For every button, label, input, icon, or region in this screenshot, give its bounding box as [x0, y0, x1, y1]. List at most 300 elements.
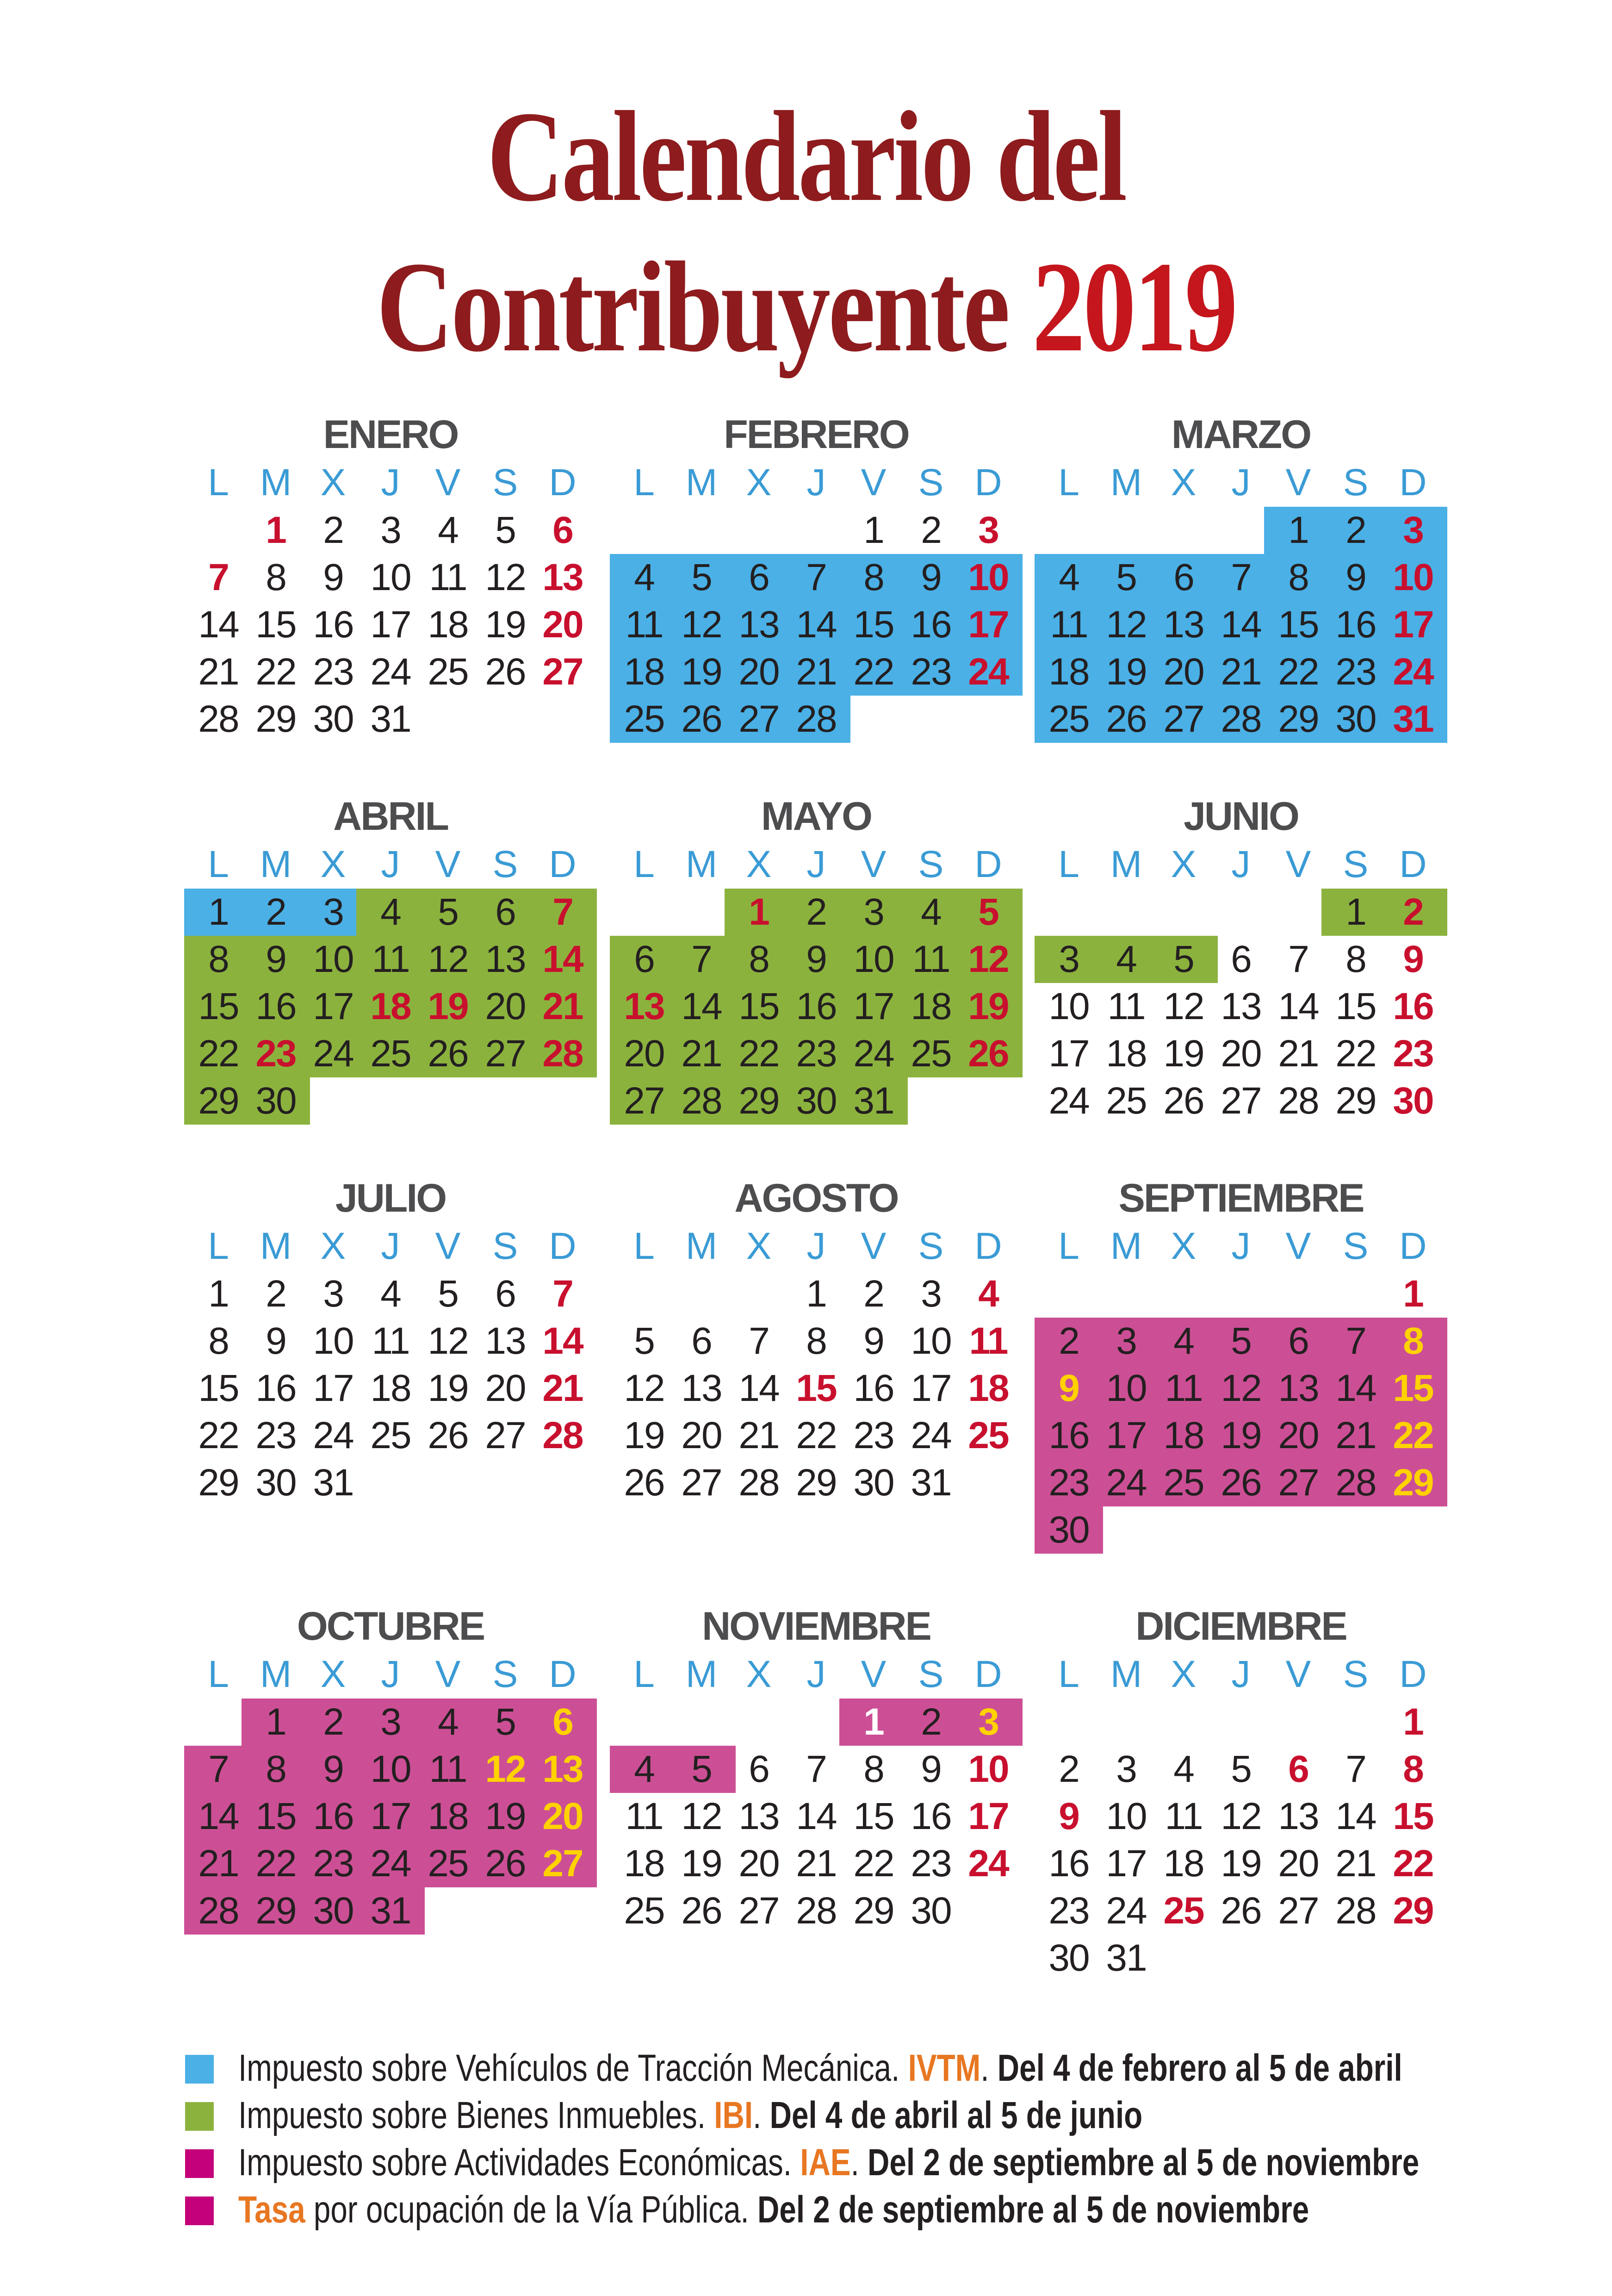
- calendar-day: 10: [313, 938, 353, 980]
- calendar-day: 29: [1393, 1890, 1433, 1932]
- calendar-day: 14: [796, 604, 837, 646]
- calendar-day: 12: [485, 556, 526, 598]
- weekday-label: M: [685, 1225, 718, 1267]
- calendar-day: 31: [853, 1080, 894, 1122]
- weekday-label: J: [806, 461, 826, 504]
- weekday-label: V: [435, 1653, 461, 1695]
- calendar-day: 22: [1393, 1842, 1433, 1885]
- calendar-day: 10: [968, 1748, 1009, 1790]
- calendar-day: 22: [1278, 651, 1319, 693]
- weekday-label: J: [1231, 1653, 1251, 1695]
- calendar-day: 1: [1345, 891, 1366, 933]
- legend-period: Del 2 de septiembre al 5 de noviembre: [868, 2141, 1420, 2184]
- calendar-day: 9: [1345, 556, 1366, 598]
- calendar-day: 14: [542, 938, 583, 980]
- calendar-day: 21: [542, 985, 583, 1027]
- calendar-day: 1: [863, 509, 884, 551]
- weekday-label: V: [435, 461, 461, 504]
- calendar-day: 31: [370, 698, 411, 740]
- weekday-label: X: [1171, 461, 1197, 504]
- calendar-day: 16: [313, 604, 353, 646]
- calendar-day: 2: [1059, 1748, 1079, 1790]
- calendar-day: 3: [1403, 509, 1423, 551]
- calendar-day: 11: [625, 1795, 663, 1837]
- calendar-day: 8: [863, 556, 884, 598]
- calendar-day: 19: [1106, 651, 1147, 693]
- month-name: FEBRERO: [724, 412, 909, 457]
- calendar-day: 9: [1059, 1367, 1079, 1409]
- calendar-day: 27: [624, 1080, 664, 1122]
- calendar-day: 3: [863, 891, 884, 933]
- calendar-day: 2: [1059, 1320, 1079, 1362]
- calendar-day: 3: [1116, 1320, 1136, 1362]
- calendar-day: 29: [255, 698, 296, 740]
- calendar-day: 28: [198, 698, 239, 740]
- weekday-label: M: [685, 461, 718, 504]
- weekday-label: X: [1171, 843, 1197, 885]
- calendar-day: 29: [198, 1080, 239, 1122]
- calendar-day: 16: [911, 604, 951, 646]
- calendar-day: 21: [1335, 1842, 1376, 1885]
- calendar-day: 4: [1116, 938, 1136, 980]
- calendar-day: 1: [1403, 1701, 1423, 1743]
- calendar-day: 8: [1403, 1748, 1423, 1790]
- calendar-day: 16: [796, 985, 837, 1027]
- month-name: MAYO: [761, 794, 872, 839]
- calendar-day: 3: [323, 891, 343, 933]
- calendar-day: 22: [796, 1414, 837, 1456]
- calendar-day: 17: [1048, 1033, 1089, 1075]
- calendar-day: 23: [1335, 651, 1376, 693]
- legend-period: Del 2 de septiembre al 5 de noviembre: [757, 2189, 1309, 2231]
- weekday-label: S: [1343, 1225, 1369, 1267]
- calendar-day: 6: [691, 1320, 712, 1362]
- weekday-label: L: [1058, 843, 1079, 885]
- calendar-day: 23: [911, 651, 951, 693]
- legend-swatch: [185, 2196, 214, 2225]
- calendar-day: 27: [485, 1414, 526, 1456]
- calendar-day: 10: [853, 938, 894, 980]
- weekday-label: V: [861, 843, 887, 885]
- calendar-day: 25: [428, 651, 468, 693]
- weekday-label: V: [1285, 1225, 1311, 1267]
- legend: [185, 2045, 1573, 2234]
- weekday-label: L: [1058, 1225, 1079, 1267]
- calendar-day: 6: [1173, 556, 1194, 598]
- calendar-day: 29: [738, 1080, 779, 1122]
- calendar-day: 7: [1231, 556, 1251, 598]
- calendar-day: 7: [552, 1273, 573, 1315]
- calendar-day: 6: [749, 556, 769, 598]
- weekday-label: D: [1399, 843, 1427, 885]
- calendar-day: 25: [624, 698, 664, 740]
- weekday-label: D: [974, 461, 1002, 504]
- legend-swatch: [185, 2102, 214, 2131]
- calendar-day: 28: [1278, 1080, 1319, 1122]
- calendar-day: 26: [681, 1890, 722, 1932]
- legend-description: Impuesto sobre Vehículos de Tracción Mecánica.: [238, 2047, 908, 2089]
- calendar-day: 15: [198, 985, 239, 1027]
- calendar-day: 10: [370, 1748, 411, 1790]
- weekday-label: D: [549, 1225, 577, 1267]
- weekday-header: [190, 1223, 591, 1269]
- weekday-label: V: [861, 461, 887, 504]
- calendar-day: 27: [542, 1842, 583, 1885]
- weekday-label: L: [633, 1653, 655, 1695]
- calendar-day: 12: [624, 1367, 664, 1409]
- calendar-day: 18: [428, 1795, 468, 1837]
- calendar-day: 28: [1221, 698, 1261, 740]
- title-year: 2019: [1032, 235, 1236, 379]
- calendar-day: 1: [806, 1273, 826, 1315]
- calendar-day: 30: [1048, 1509, 1089, 1551]
- calendar-day: 18: [370, 1367, 411, 1409]
- calendar-day: 21: [1221, 651, 1261, 693]
- legend-abbr: IBI: [714, 2094, 753, 2136]
- calendar-day: 9: [1403, 938, 1423, 980]
- title-word: Contribuyente: [376, 235, 1008, 379]
- legend-separator: .: [980, 2047, 998, 2089]
- calendar-day: 15: [853, 1795, 894, 1837]
- calendar-day: 16: [255, 985, 296, 1027]
- calendar-day: 24: [1393, 651, 1433, 693]
- calendar-day: 15: [255, 1795, 296, 1837]
- calendar-day: 2: [1403, 891, 1423, 933]
- calendar-day: 22: [198, 1414, 239, 1456]
- weekday-label: S: [1343, 1653, 1369, 1695]
- calendar-day: 2: [266, 1273, 286, 1315]
- calendar-day: 29: [255, 1890, 296, 1932]
- calendar-day: 6: [495, 1273, 515, 1315]
- calendar-day: 24: [853, 1033, 894, 1075]
- calendar-day: 30: [1393, 1080, 1433, 1122]
- calendar-day: 30: [853, 1462, 894, 1504]
- calendar-day: 30: [255, 1462, 296, 1504]
- calendar-day: 22: [198, 1033, 239, 1075]
- calendar-day: 17: [968, 1795, 1009, 1837]
- calendar-day: 17: [1106, 1414, 1147, 1456]
- calendar-day: 9: [863, 1320, 884, 1362]
- calendar-day: 12: [681, 604, 722, 646]
- calendar-day: 19: [681, 651, 722, 693]
- calendar-day: 6: [1288, 1748, 1308, 1790]
- calendar-day: 22: [255, 651, 296, 693]
- calendar-day: 15: [198, 1367, 239, 1409]
- calendar-day: 23: [796, 1033, 837, 1075]
- calendar-day: 16: [1335, 604, 1376, 646]
- calendar-day: 10: [1393, 556, 1433, 598]
- legend-item: [185, 2045, 1573, 2092]
- calendar-day: 29: [1335, 1080, 1376, 1122]
- weekday-label: X: [1171, 1225, 1197, 1267]
- calendar-day: 7: [1288, 938, 1308, 980]
- weekday-header: [1040, 1223, 1442, 1269]
- calendar-day: 20: [1221, 1033, 1261, 1075]
- weekday-label: X: [746, 843, 772, 885]
- legend-abbr: IVTM: [908, 2047, 981, 2089]
- calendar-day: 24: [1048, 1080, 1089, 1122]
- calendar-day: 19: [1163, 1033, 1204, 1075]
- calendar-day: 29: [198, 1462, 239, 1504]
- legend-abbr: IAE: [800, 2141, 851, 2184]
- weekday-label: M: [1110, 1653, 1142, 1695]
- calendar-day: 31: [911, 1462, 951, 1504]
- calendar-day: 7: [749, 1320, 769, 1362]
- calendar-day: 17: [370, 1795, 411, 1837]
- weekday-label: D: [549, 1653, 577, 1695]
- calendar-day: 27: [1163, 698, 1204, 740]
- calendar-day: 23: [853, 1414, 894, 1456]
- calendar-day: 17: [370, 604, 411, 646]
- calendar-day: 5: [1231, 1748, 1251, 1790]
- calendar-day: 8: [806, 1320, 826, 1362]
- weekday-label: X: [320, 843, 346, 885]
- calendar-day: 24: [911, 1414, 951, 1456]
- calendar-day: 14: [738, 1367, 779, 1409]
- month-enero: [190, 412, 591, 752]
- calendar-day: 5: [691, 1748, 712, 1790]
- calendar-day: 20: [681, 1414, 722, 1456]
- calendar-day: 2: [921, 1701, 941, 1743]
- calendar-day: 24: [370, 651, 411, 693]
- calendar-day: 2: [1345, 509, 1366, 551]
- calendar-day: 20: [738, 651, 779, 693]
- calendar-day: 28: [198, 1890, 239, 1932]
- calendar-day: 27: [485, 1033, 526, 1075]
- calendar-day: 8: [266, 556, 286, 598]
- calendar-day: 15: [1278, 604, 1319, 646]
- calendar-day: 13: [738, 604, 779, 646]
- calendar-day: 4: [380, 891, 401, 933]
- weekday-label: M: [260, 461, 292, 504]
- calendar-day: 1: [208, 891, 229, 933]
- calendar-day: 31: [313, 1462, 353, 1504]
- month-febrero: [615, 412, 1017, 752]
- calendar-day: 3: [978, 509, 998, 551]
- calendar-day: 30: [911, 1890, 951, 1932]
- calendar-day: 26: [428, 1414, 468, 1456]
- calendar-day: 25: [968, 1414, 1009, 1456]
- calendar-day: 2: [921, 509, 941, 551]
- month-name: JULIO: [335, 1176, 446, 1220]
- calendar-day: 15: [853, 604, 894, 646]
- calendar-day: 17: [1106, 1842, 1147, 1885]
- calendar-day: 31: [1106, 1937, 1147, 1979]
- calendar-day: 17: [1393, 604, 1433, 646]
- calendar-day: 19: [485, 604, 526, 646]
- weekday-label: V: [861, 1653, 887, 1695]
- calendar-day: 20: [1163, 651, 1204, 693]
- calendar-day: 26: [968, 1033, 1009, 1075]
- weekday-header: [615, 460, 1017, 506]
- calendar-day: 17: [853, 985, 894, 1027]
- calendar-day: 19: [1221, 1414, 1261, 1456]
- calendar-day: 28: [796, 1890, 837, 1932]
- calendar-day: 2: [266, 891, 286, 933]
- weekday-label: S: [918, 1225, 944, 1267]
- calendar-day: 13: [681, 1367, 722, 1409]
- weekday-label: X: [746, 461, 772, 504]
- calendar-day: 17: [313, 985, 353, 1027]
- legend-text: [238, 2139, 1419, 2186]
- calendar-day: 18: [1163, 1842, 1204, 1885]
- weekday-label: L: [1058, 461, 1079, 504]
- legend-text: [238, 2186, 1309, 2234]
- calendar-day: 14: [542, 1320, 583, 1362]
- calendar-day: 21: [542, 1367, 583, 1409]
- calendar-day: 14: [1278, 985, 1319, 1027]
- calendar-day: 20: [1278, 1842, 1319, 1885]
- calendar-day: 2: [863, 1273, 884, 1315]
- calendar-day: 1: [1288, 509, 1308, 551]
- calendar-day: 21: [681, 1033, 722, 1075]
- weekday-label: S: [918, 843, 944, 885]
- calendar-day: 25: [1163, 1890, 1204, 1932]
- month-name: JUNIO: [1184, 794, 1298, 839]
- calendar-day: 6: [1231, 938, 1251, 980]
- weekday-label: S: [492, 1225, 518, 1267]
- calendar-day: 8: [1288, 556, 1308, 598]
- calendar-day: 11: [372, 938, 409, 980]
- legend-item: [185, 2186, 1573, 2234]
- calendar-day: 23: [1393, 1033, 1433, 1075]
- calendar-day: 10: [313, 1320, 353, 1362]
- calendar-day: 13: [1278, 1795, 1319, 1837]
- weekday-label: J: [381, 843, 400, 885]
- calendar-day: 3: [323, 1273, 343, 1315]
- calendar-day: 11: [372, 1320, 409, 1362]
- calendar-day: 1: [266, 1701, 286, 1743]
- calendar-day: 3: [921, 1273, 941, 1315]
- calendar-day: 26: [1106, 698, 1147, 740]
- calendar-day: 28: [1335, 1462, 1376, 1504]
- calendar-day: 24: [313, 1414, 353, 1456]
- calendar-day: 14: [796, 1795, 837, 1837]
- weekday-label: V: [435, 843, 461, 885]
- weekday-label: L: [633, 1225, 655, 1267]
- calendar-day: 22: [255, 1842, 296, 1885]
- calendar-day: 12: [1221, 1795, 1261, 1837]
- weekday-label: S: [1343, 461, 1369, 504]
- calendar-day: 9: [266, 938, 286, 980]
- legend-abbr: Tasa: [238, 2189, 305, 2231]
- weekday-header: [615, 1223, 1017, 1269]
- calendar-day: 18: [1106, 1033, 1147, 1075]
- calendar-day: 24: [1106, 1890, 1147, 1932]
- calendar-day: 9: [921, 1748, 941, 1790]
- calendar-day: 30: [255, 1080, 296, 1122]
- calendar-day: 2: [806, 891, 826, 933]
- calendar-day: 7: [1345, 1320, 1366, 1362]
- weekday-header: [1040, 1651, 1442, 1698]
- legend-period: Del 4 de febrero al 5 de abril: [997, 2047, 1402, 2089]
- weekday-header: [615, 1651, 1017, 1698]
- calendar-day: 30: [1048, 1937, 1089, 1979]
- calendar-day: 10: [911, 1320, 951, 1362]
- calendar-day: 11: [969, 1320, 1008, 1362]
- calendar-day: 21: [796, 1842, 837, 1885]
- calendar-day: 24: [1106, 1462, 1147, 1504]
- calendar-day: 14: [1221, 604, 1261, 646]
- calendar-day: 30: [313, 1890, 353, 1932]
- calendar-day: 30: [1335, 698, 1376, 740]
- weekday-label: X: [746, 1225, 772, 1267]
- calendar-day: 28: [681, 1080, 722, 1122]
- calendar-day: 13: [624, 985, 664, 1027]
- weekday-label: M: [260, 1653, 292, 1695]
- month-marzo: [1040, 412, 1442, 752]
- calendar-day: 13: [542, 1748, 583, 1790]
- calendar-day: 23: [1048, 1890, 1089, 1932]
- calendar-day: 21: [198, 1842, 239, 1885]
- calendar-day: 27: [738, 1890, 779, 1932]
- weekday-label: J: [806, 1225, 826, 1267]
- calendar-day: 27: [681, 1462, 722, 1504]
- weekday-label: L: [633, 461, 655, 504]
- calendar-day: 14: [1335, 1367, 1376, 1409]
- month-name: MARZO: [1171, 412, 1311, 457]
- weekday-label: L: [633, 843, 655, 885]
- calendar-day: 10: [1106, 1795, 1147, 1837]
- legend-description: Impuesto sobre Actividades Económicas.: [238, 2141, 800, 2184]
- weekday-label: J: [381, 1653, 400, 1695]
- calendar-day: 6: [552, 509, 573, 551]
- calendar-day: 9: [921, 556, 941, 598]
- calendar-day: 21: [198, 651, 239, 693]
- calendar-day: 26: [681, 698, 722, 740]
- calendar-day: 11: [429, 556, 467, 598]
- calendar-day: 17: [911, 1367, 951, 1409]
- month-name: AGOSTO: [734, 1176, 898, 1220]
- calendar-day: 4: [634, 556, 654, 598]
- calendar-day: 28: [542, 1414, 583, 1456]
- weekday-label: M: [1110, 461, 1142, 504]
- weekday-label: J: [1231, 1225, 1251, 1267]
- calendar-day: 1: [1403, 1273, 1423, 1315]
- calendar-day: 18: [1163, 1414, 1204, 1456]
- calendar-day: 26: [624, 1462, 664, 1504]
- calendar-day: 12: [968, 938, 1009, 980]
- calendar-day: 8: [1345, 938, 1366, 980]
- month-name: OCTUBRE: [297, 1604, 484, 1649]
- calendar-day: 19: [1221, 1842, 1261, 1885]
- calendar-day: 8: [863, 1748, 884, 1790]
- title-line-1: Calendario del: [487, 84, 1125, 228]
- month-name: ABRIL: [333, 794, 448, 839]
- calendar-day: 29: [796, 1462, 837, 1504]
- weekday-header: [190, 1651, 591, 1698]
- calendar-day: 21: [1335, 1414, 1376, 1456]
- calendar-day: 16: [1048, 1842, 1089, 1885]
- legend-swatch: [185, 2149, 214, 2178]
- calendar-day: 14: [681, 985, 722, 1027]
- calendar-day: 6: [552, 1701, 573, 1743]
- calendar-day: 19: [681, 1842, 722, 1885]
- legend-description: Impuesto sobre Bienes Inmuebles.: [238, 2094, 714, 2136]
- calendar-day: 16: [911, 1795, 951, 1837]
- calendar-day: 8: [208, 1320, 229, 1362]
- calendar-day: 12: [485, 1748, 526, 1790]
- calendar-day: 6: [495, 891, 515, 933]
- calendar-day: 8: [1403, 1320, 1423, 1362]
- calendar-day: 29: [1278, 698, 1319, 740]
- calendar-day: 14: [1335, 1795, 1376, 1837]
- weekday-label: D: [1399, 1225, 1427, 1267]
- calendar-day: 5: [1173, 938, 1194, 980]
- weekday-label: S: [492, 1653, 518, 1695]
- calendar-day: 26: [485, 1842, 526, 1885]
- calendar-day: 21: [738, 1414, 779, 1456]
